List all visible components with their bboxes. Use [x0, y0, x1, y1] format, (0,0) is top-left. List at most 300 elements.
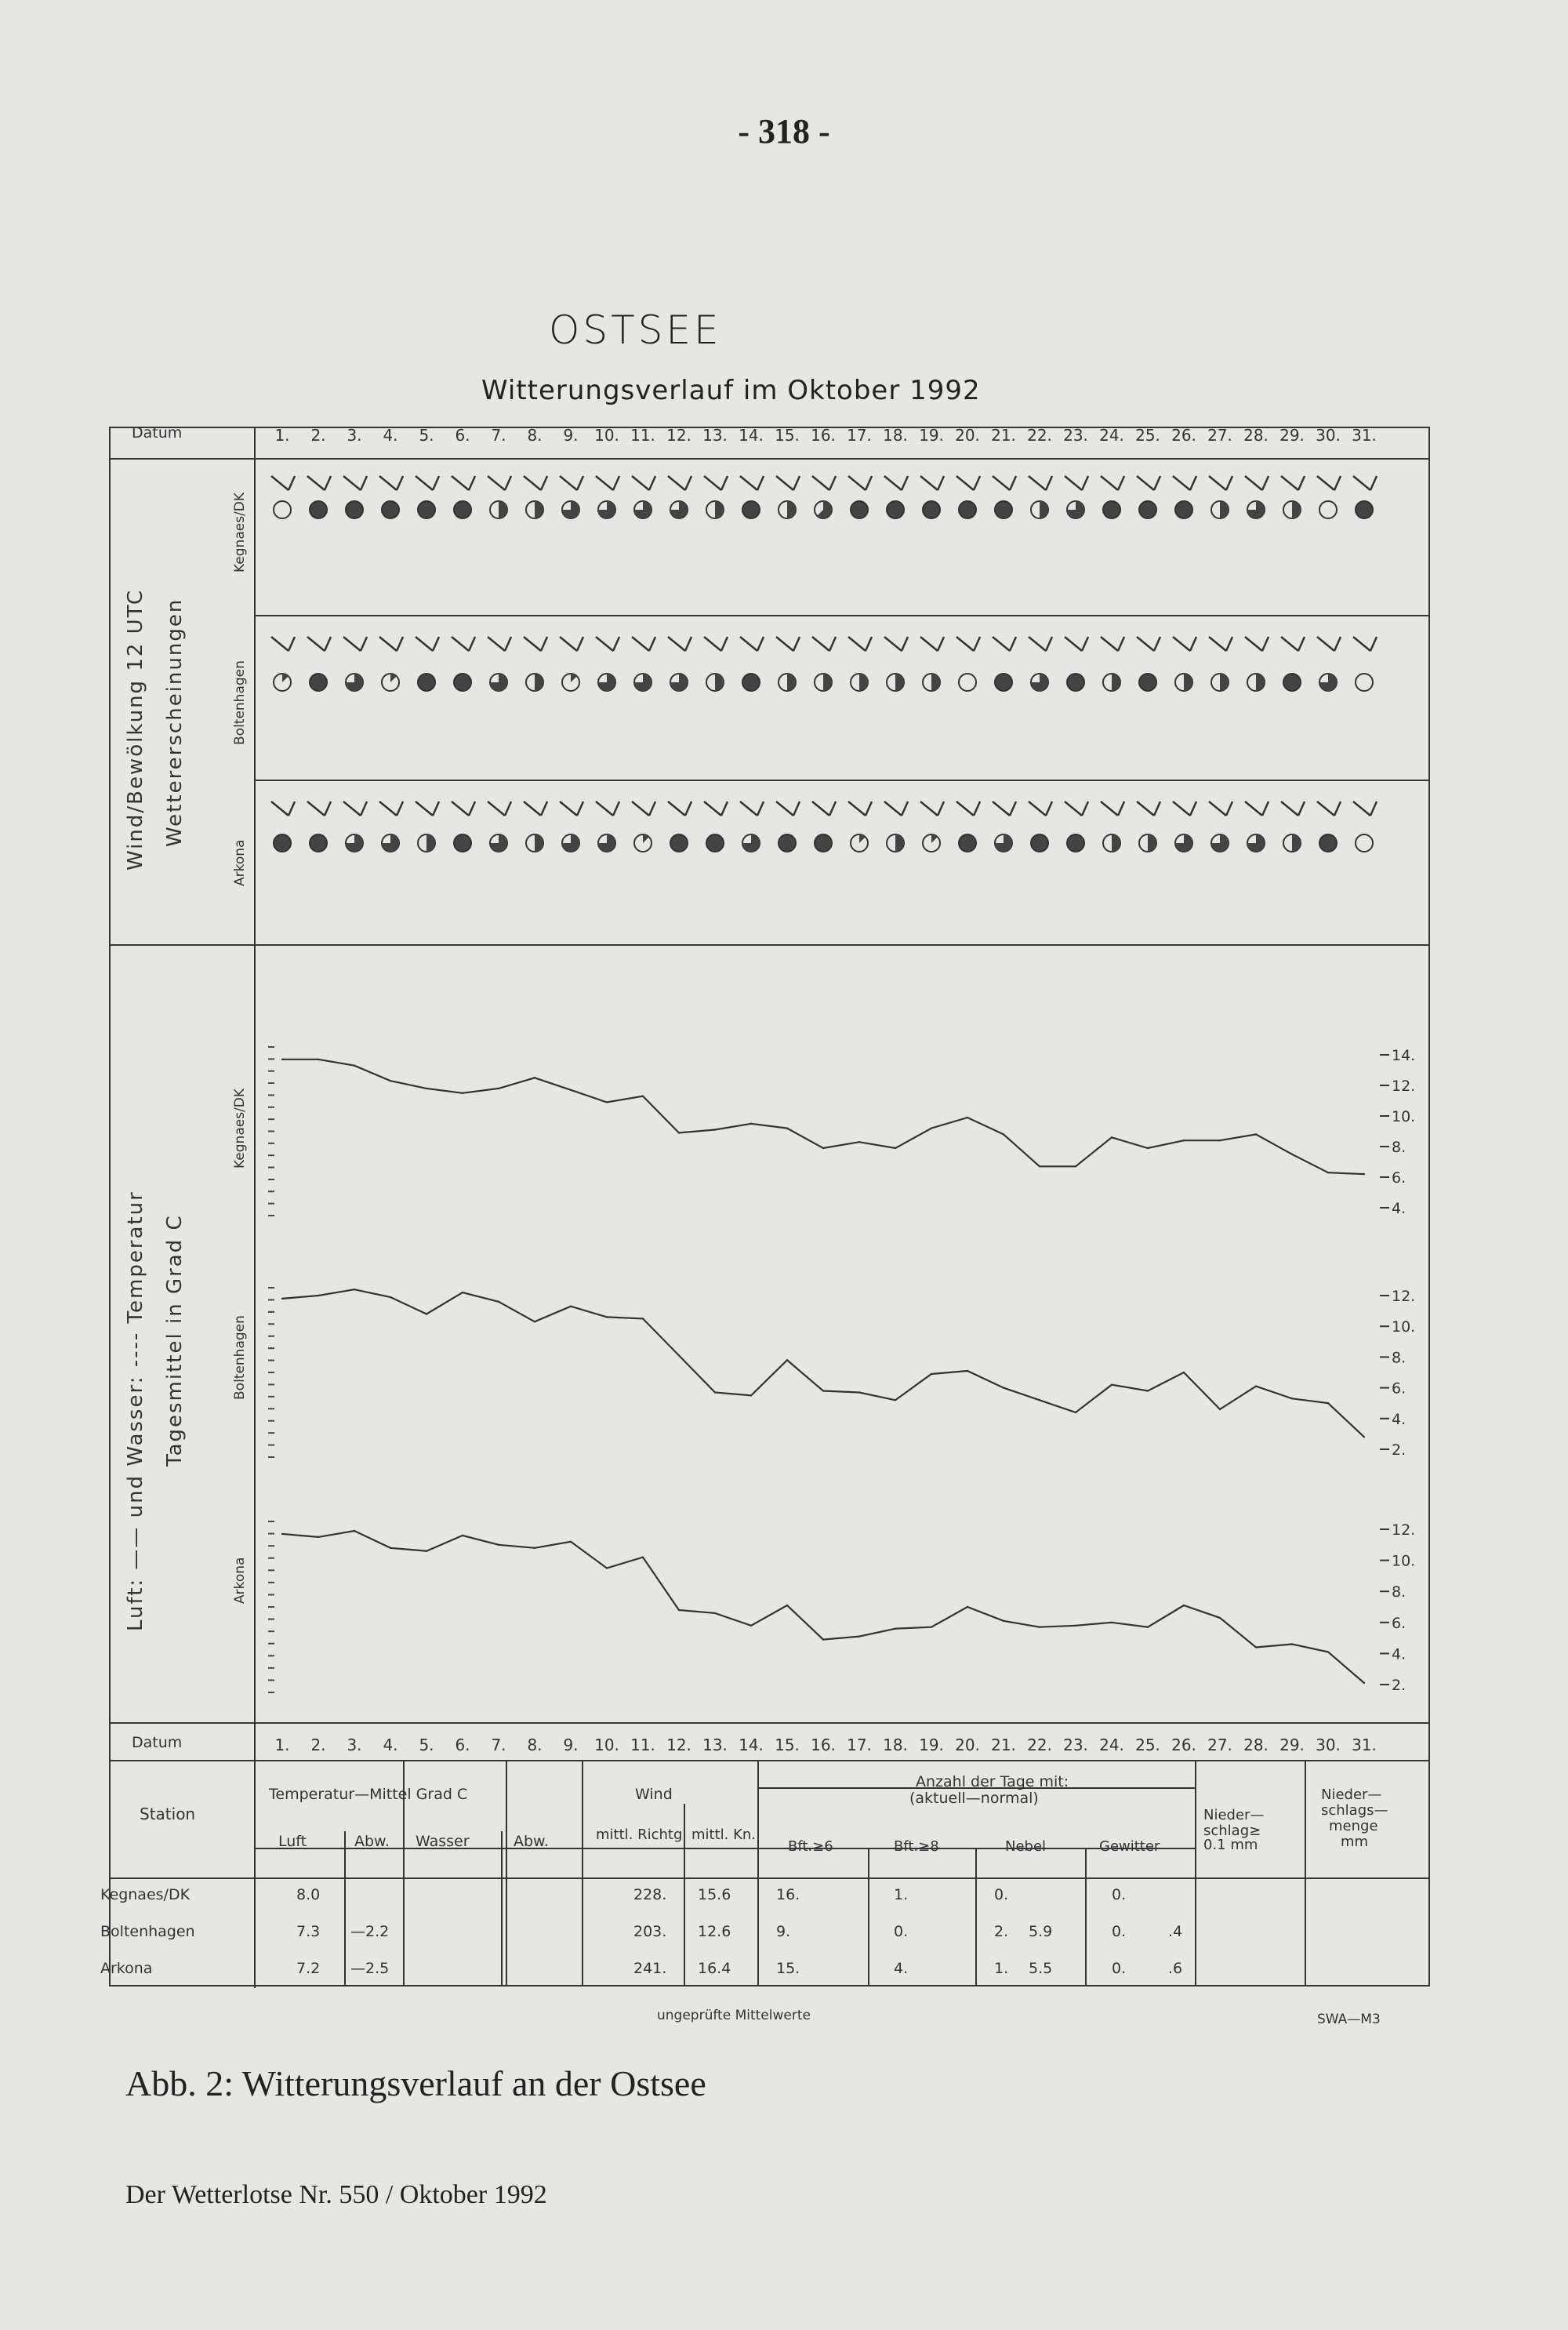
data-point — [1219, 1617, 1221, 1619]
data-point — [1327, 1402, 1329, 1404]
y-tick-label: 14. — [1392, 1047, 1416, 1064]
data-point — [1183, 1605, 1185, 1606]
data-point — [426, 1313, 427, 1314]
wind-barb — [1173, 802, 1196, 816]
day-tick-label: 14. — [739, 1736, 764, 1754]
day-tick-label: 15. — [775, 426, 800, 445]
cloud-cover-circle — [1319, 501, 1337, 518]
day-tick-label: 5. — [419, 1736, 434, 1754]
data-point — [498, 1301, 499, 1303]
data-point — [931, 1373, 932, 1375]
cloud-cover-circle — [274, 501, 291, 518]
day-tick-label: 11. — [630, 1736, 655, 1754]
menge-header-1: Nieder— — [1321, 1787, 1382, 1803]
temperature-lines — [268, 1047, 1415, 1694]
day-tick-label: 29. — [1279, 1736, 1305, 1754]
tage-group-header: Anzahl der Tage mit: — [916, 1773, 1069, 1790]
wind-barb — [596, 637, 619, 651]
wind-barb — [379, 802, 403, 816]
y-tick-label: 6. — [1392, 1379, 1406, 1398]
wind-barb — [920, 476, 944, 490]
cloud-cover-circle — [310, 834, 327, 852]
day-tick-label: 20. — [955, 1736, 980, 1754]
data-point — [462, 1092, 463, 1094]
data-point — [750, 1394, 752, 1396]
day-tick-label: 18. — [883, 426, 908, 445]
wind-barb — [668, 637, 691, 651]
table-cell-luft: 8.0 — [296, 1886, 321, 1903]
cloud-cover-fill — [1292, 501, 1301, 518]
wind-barb — [307, 637, 331, 651]
cloud-cover-circle — [1139, 501, 1156, 518]
table-cell-gew: 0. — [1112, 1960, 1127, 1977]
data-point — [1255, 1385, 1257, 1387]
gewitter-header: Gewitter — [1099, 1838, 1160, 1855]
wind-barb — [740, 476, 764, 490]
data-point — [1291, 1643, 1293, 1645]
data-point — [822, 1638, 824, 1640]
data-point — [281, 1298, 283, 1299]
temp-label-kegnaes: Kegnaes/DK — [232, 1088, 248, 1169]
y-tick-label: 6. — [1392, 1169, 1406, 1187]
data-point — [462, 1292, 463, 1293]
data-point — [1291, 1154, 1293, 1155]
cloud-cover-circle — [959, 674, 976, 691]
day-tick-label: 30. — [1316, 1736, 1341, 1754]
y-tick-label: 4. — [1392, 1200, 1406, 1217]
wind-barb — [1317, 802, 1341, 816]
cloud-cover-circle — [923, 501, 940, 518]
station-label-boltenhagen: Boltenhagen — [232, 660, 248, 745]
wind-barb — [1245, 802, 1269, 816]
day-tick-label: 11. — [630, 426, 655, 445]
y-tick-label: 4. — [1392, 1410, 1406, 1428]
data-point — [642, 1318, 644, 1319]
wind-barb — [343, 476, 367, 490]
cloud-cover-fill — [499, 501, 507, 518]
cloud-cover-circle — [382, 501, 399, 518]
day-tick-label: 13. — [702, 1736, 728, 1754]
day-tick-label: 6. — [455, 1736, 470, 1754]
wind-barb — [812, 476, 836, 490]
wind-barb — [884, 802, 908, 816]
wind-barb — [740, 637, 764, 651]
day-tick-label: 9. — [563, 1736, 579, 1754]
data-point — [1291, 1398, 1293, 1399]
wind-barb — [993, 476, 1016, 490]
day-tick-label: 28. — [1243, 1736, 1269, 1754]
day-axis-top — [274, 426, 1376, 445]
data-point — [534, 1547, 535, 1549]
publication-footer: Der Wetterlotse Nr. 550 / Oktober 1992 — [125, 2180, 547, 2209]
wind-barb — [1209, 476, 1232, 490]
day-tick-label: 1. — [274, 1736, 290, 1754]
wind-barb — [1137, 637, 1160, 651]
wind-barb — [1173, 476, 1196, 490]
cloud-cover-fill — [1220, 674, 1229, 691]
day-tick-label: 10. — [594, 1736, 619, 1754]
data-point — [714, 1129, 716, 1130]
y-tick-label: 10. — [1392, 1552, 1416, 1570]
wind-barb — [488, 637, 511, 651]
data-point — [1111, 1622, 1112, 1623]
table-cell-nebel_n: 5.9 — [1029, 1923, 1053, 1940]
wind-barb — [1353, 476, 1377, 490]
wind-barb — [993, 637, 1016, 651]
wind-barb — [271, 476, 295, 490]
menge-header-4: mm — [1341, 1834, 1369, 1850]
wind-barb — [1029, 802, 1052, 816]
day-tick-label: 28. — [1243, 426, 1269, 445]
data-point — [606, 1101, 608, 1103]
temp-group-header: Temperatur—Mittel Grad C — [269, 1786, 468, 1803]
data-point — [858, 1391, 860, 1393]
data-point — [1183, 1372, 1185, 1373]
day-tick-label: 12. — [666, 426, 691, 445]
day-tick-label: 19. — [919, 426, 944, 445]
y-tick-label: 2. — [1392, 1677, 1406, 1694]
wind-barb — [1281, 476, 1305, 490]
weather-section-label: Wettererscheinungen — [163, 598, 187, 847]
data-point — [895, 1147, 896, 1149]
data-point — [822, 1147, 824, 1149]
cloud-cover-fill — [1292, 834, 1301, 852]
day-axis-bottom — [274, 1736, 1376, 1754]
day-tick-label: 17. — [847, 1736, 872, 1754]
wind-barb — [776, 637, 800, 651]
wind-barb — [956, 476, 980, 490]
chart-code: SWA—M3 — [1317, 2012, 1381, 2027]
cloud-cover-circle — [742, 501, 760, 518]
data-point — [967, 1606, 968, 1608]
cloud-cover-circle — [1103, 501, 1120, 518]
day-tick-label: 26. — [1171, 1736, 1196, 1754]
day-tick-label: 27. — [1207, 1736, 1232, 1754]
data-point — [1255, 1646, 1257, 1648]
data-point — [1363, 1682, 1365, 1684]
cloud-cover-fill — [426, 834, 435, 852]
data-point — [1147, 1390, 1149, 1391]
wind-barb — [452, 476, 475, 490]
data-point — [426, 1550, 427, 1552]
temp-section-label: Luft: —— und Wasser: ---- Temperatur — [124, 1190, 147, 1631]
table-cell-abw: —2.2 — [350, 1923, 390, 1940]
data-point — [1039, 1399, 1040, 1401]
data-point — [1003, 1133, 1004, 1135]
cloud-cover-circle — [1175, 501, 1192, 518]
table-cell-bft6: 9. — [776, 1923, 791, 1940]
data-point — [750, 1625, 752, 1627]
y-tick-label: 10. — [1392, 1318, 1416, 1336]
day-tick-label: 10. — [594, 426, 619, 445]
wind-barb — [596, 802, 619, 816]
temp-unit-label: Tagesmittel in Grad C — [163, 1214, 187, 1467]
day-tick-label: 23. — [1063, 426, 1088, 445]
data-point — [967, 1117, 968, 1118]
data-point — [678, 1609, 680, 1611]
wind-barb — [343, 802, 367, 816]
station-label-kegnaes: Kegnaes/DK — [232, 492, 248, 573]
cloud-cover-circle — [995, 674, 1012, 691]
day-tick-label: 15. — [775, 1736, 800, 1754]
bft6-header: Bft.≥6 — [788, 1838, 833, 1855]
niederschlag-header-2: schlag≥ — [1203, 1823, 1261, 1839]
data-point — [1111, 1136, 1112, 1138]
data-point — [390, 1296, 391, 1298]
day-tick-label: 18. — [883, 1736, 908, 1754]
cloud-cover-fill — [535, 834, 543, 852]
cloud-cover-fill — [1040, 501, 1048, 518]
data-point — [786, 1127, 788, 1129]
day-tick-label: 13. — [702, 426, 728, 445]
cloud-cover-fill — [1112, 834, 1120, 852]
day-tick-label: 7. — [491, 426, 506, 445]
y-tick-label: 4. — [1392, 1645, 1406, 1663]
table-cell-richtg: 228. — [633, 1886, 667, 1903]
abw2-header: Abw. — [514, 1833, 549, 1850]
wind-barb — [379, 637, 403, 651]
wind-barb — [1209, 802, 1232, 816]
day-tick-label: 2. — [310, 426, 326, 445]
day-tick-label: 7. — [491, 1736, 506, 1754]
data-point — [1327, 1172, 1329, 1173]
data-point — [1219, 1140, 1221, 1141]
wasser-header: Wasser — [416, 1833, 470, 1850]
data-point — [931, 1127, 932, 1129]
cloud-cover-circle — [670, 834, 688, 852]
table-cell-gew: 0. — [1112, 1886, 1127, 1903]
series-line-kegnaesdk — [282, 1060, 1364, 1174]
day-tick-label: 27. — [1207, 426, 1232, 445]
data-point — [318, 1295, 319, 1296]
table-cell-bft8: 1. — [894, 1886, 909, 1903]
cloud-cover-circle — [418, 501, 435, 518]
wind-barb — [1209, 637, 1232, 651]
day-tick-label: 3. — [347, 1736, 362, 1754]
wind-barb — [776, 476, 800, 490]
data-point — [534, 1077, 535, 1078]
data-point — [498, 1088, 499, 1089]
table-cell-nebel_n: 5.5 — [1029, 1960, 1053, 1977]
wind-barb — [560, 476, 583, 490]
tage-group-subheader: (aktuell—normal) — [909, 1790, 1039, 1807]
data-point — [678, 1354, 680, 1356]
y-tick-label: 2. — [1392, 1441, 1406, 1459]
station-header: Station — [140, 1805, 196, 1823]
cloud-cover-circle — [1031, 834, 1048, 852]
wind-barb — [848, 637, 872, 651]
cloud-cover-circle — [1283, 674, 1301, 691]
data-point — [498, 1544, 499, 1546]
day-tick-label: 3. — [347, 426, 362, 445]
wind-barb — [668, 802, 691, 816]
y-tick-label: 12. — [1392, 1288, 1416, 1305]
data-point — [570, 1306, 572, 1307]
wind-barb — [1101, 476, 1124, 490]
wind-barb — [416, 802, 439, 816]
table-cell-gew_n: .6 — [1168, 1960, 1183, 1977]
data-point — [931, 1627, 932, 1628]
day-tick-label: 22. — [1027, 1736, 1052, 1754]
data-point — [1075, 1412, 1076, 1413]
day-tick-label: 21. — [991, 1736, 1016, 1754]
wind-barb — [1065, 476, 1088, 490]
data-point — [606, 1316, 608, 1318]
day-tick-label: 22. — [1027, 426, 1052, 445]
temp-label-arkona: Arkona — [232, 1557, 248, 1604]
table-cell-bft6: 15. — [776, 1960, 800, 1977]
data-point — [678, 1132, 680, 1133]
wind-barb — [524, 802, 547, 816]
menge-header-3: menge — [1329, 1818, 1378, 1834]
data-point — [281, 1059, 283, 1060]
cloud-cover-fill — [1256, 674, 1265, 691]
table-cell-nebel: 2. — [994, 1923, 1009, 1940]
cloud-cover-circle — [815, 834, 832, 852]
data-point — [462, 1535, 463, 1536]
wind-barb — [848, 802, 872, 816]
series-line-boltenhagen — [282, 1289, 1364, 1437]
table-cell-kn: 12.6 — [698, 1923, 731, 1940]
wind-barb — [1101, 637, 1124, 651]
wind-barb — [1137, 476, 1160, 490]
table-cell-kn: 15.6 — [698, 1886, 731, 1903]
day-tick-label: 23. — [1063, 1736, 1088, 1754]
table-cell-richtg: 203. — [633, 1923, 667, 1940]
wind-barb — [740, 802, 764, 816]
data-point — [895, 1628, 896, 1630]
data-point — [858, 1635, 860, 1637]
cloud-cover-fill — [787, 501, 796, 518]
data-point — [1363, 1173, 1365, 1175]
wind-barb — [1245, 637, 1269, 651]
data-point — [354, 1530, 355, 1532]
data-point — [1219, 1409, 1221, 1410]
cloud-cover-circle — [1356, 834, 1373, 852]
wind-barb — [343, 637, 367, 651]
data-point — [1111, 1384, 1112, 1386]
datum-label-bottom: Datum — [132, 1734, 183, 1751]
cloud-cover-fill — [1220, 501, 1229, 518]
day-tick-label: 26. — [1171, 426, 1196, 445]
temp-label-boltenhagen: Boltenhagen — [232, 1315, 248, 1400]
bft8-header: Bft.≥8 — [894, 1838, 939, 1855]
day-tick-label: 12. — [666, 1736, 691, 1754]
wind-barb — [993, 802, 1016, 816]
cloud-cover-circle — [1356, 674, 1373, 691]
data-point — [858, 1141, 860, 1143]
chart-subtitle: Witterungsverlauf im Oktober 1992 — [481, 375, 981, 406]
data-point — [354, 1289, 355, 1290]
wind-barb — [488, 476, 511, 490]
wind-barb — [1065, 802, 1088, 816]
data-point — [967, 1370, 968, 1372]
wind-barb — [524, 476, 547, 490]
data-point — [606, 1567, 608, 1568]
wind-barb — [1245, 476, 1269, 490]
y-tick-label: 8. — [1392, 1583, 1406, 1601]
cloud-cover-circle — [1067, 674, 1084, 691]
data-point — [1075, 1165, 1076, 1167]
cloud-cover-circle — [454, 674, 471, 691]
cloud-cover-circle — [310, 674, 327, 691]
table-cell-gew_n: .4 — [1168, 1923, 1183, 1940]
data-point — [534, 1321, 535, 1322]
day-tick-label: 4. — [383, 426, 398, 445]
day-tick-label: 25. — [1135, 426, 1160, 445]
table-cell-station: Arkona — [100, 1960, 153, 1977]
summary-table — [100, 1761, 1388, 1986]
data-point — [750, 1123, 752, 1125]
unchecked-note: ungeprüfte Mittelwerte — [657, 2008, 811, 2023]
wind-barb — [848, 476, 872, 490]
niederschlag-header-3: 0.1 mm — [1203, 1837, 1258, 1853]
wind-barb — [776, 802, 800, 816]
wind-barb — [632, 802, 655, 816]
wind-barb — [1029, 476, 1052, 490]
cloud-cover-fill — [715, 674, 724, 691]
cloud-cover-circle — [1139, 674, 1156, 691]
data-point — [714, 1391, 716, 1393]
y-tick-label: 8. — [1392, 1139, 1406, 1156]
data-point — [1327, 1651, 1329, 1652]
cloud-cover-circle — [274, 834, 291, 852]
cloud-cover-fill — [895, 834, 904, 852]
data-point — [786, 1359, 788, 1361]
wind-barb — [452, 802, 475, 816]
day-tick-label: 19. — [919, 1736, 944, 1754]
cloud-cover-fill — [1148, 834, 1156, 852]
cloud-cover-fill — [859, 674, 868, 691]
data-point — [1363, 1436, 1365, 1438]
y-tick-label: 10. — [1392, 1108, 1416, 1125]
cloud-cover-fill — [895, 674, 904, 691]
day-tick-label: 24. — [1099, 1736, 1124, 1754]
wind-barb — [1101, 802, 1124, 816]
table-cell-gew: 0. — [1112, 1923, 1127, 1940]
menge-header-2: schlags— — [1321, 1802, 1388, 1819]
table-cell-station: Boltenhagen — [100, 1923, 195, 1940]
data-point — [786, 1605, 788, 1606]
wind-barb — [1353, 637, 1377, 651]
data-point — [1147, 1147, 1149, 1149]
day-tick-label: 8. — [527, 426, 543, 445]
page-number: - 318 - — [738, 112, 830, 151]
cloud-cover-circle — [310, 501, 327, 518]
series-line-arkona — [282, 1531, 1364, 1683]
cloud-cover-circle — [346, 501, 363, 518]
day-tick-label: 16. — [811, 426, 836, 445]
wind-barb — [1065, 637, 1088, 651]
day-tick-label: 9. — [563, 426, 579, 445]
data-point — [895, 1399, 896, 1401]
figure-caption: Abb. 2: Witterungsverlauf an der Ostsee — [125, 2063, 706, 2103]
data-point — [354, 1065, 355, 1067]
data-point — [1183, 1140, 1185, 1141]
wind-barb — [307, 802, 331, 816]
data-point — [426, 1088, 427, 1089]
cloud-cover-circle — [851, 501, 868, 518]
cloud-cover-circle — [1356, 501, 1373, 518]
cloud-cover-circle — [454, 501, 471, 518]
table-cell-station: Kegnaes/DK — [100, 1886, 191, 1903]
day-tick-label: 21. — [991, 426, 1016, 445]
data-point — [1075, 1625, 1076, 1627]
wind-barb — [632, 637, 655, 651]
wind-barb — [884, 637, 908, 651]
wind-barb — [1173, 637, 1196, 651]
data-point — [390, 1547, 391, 1549]
